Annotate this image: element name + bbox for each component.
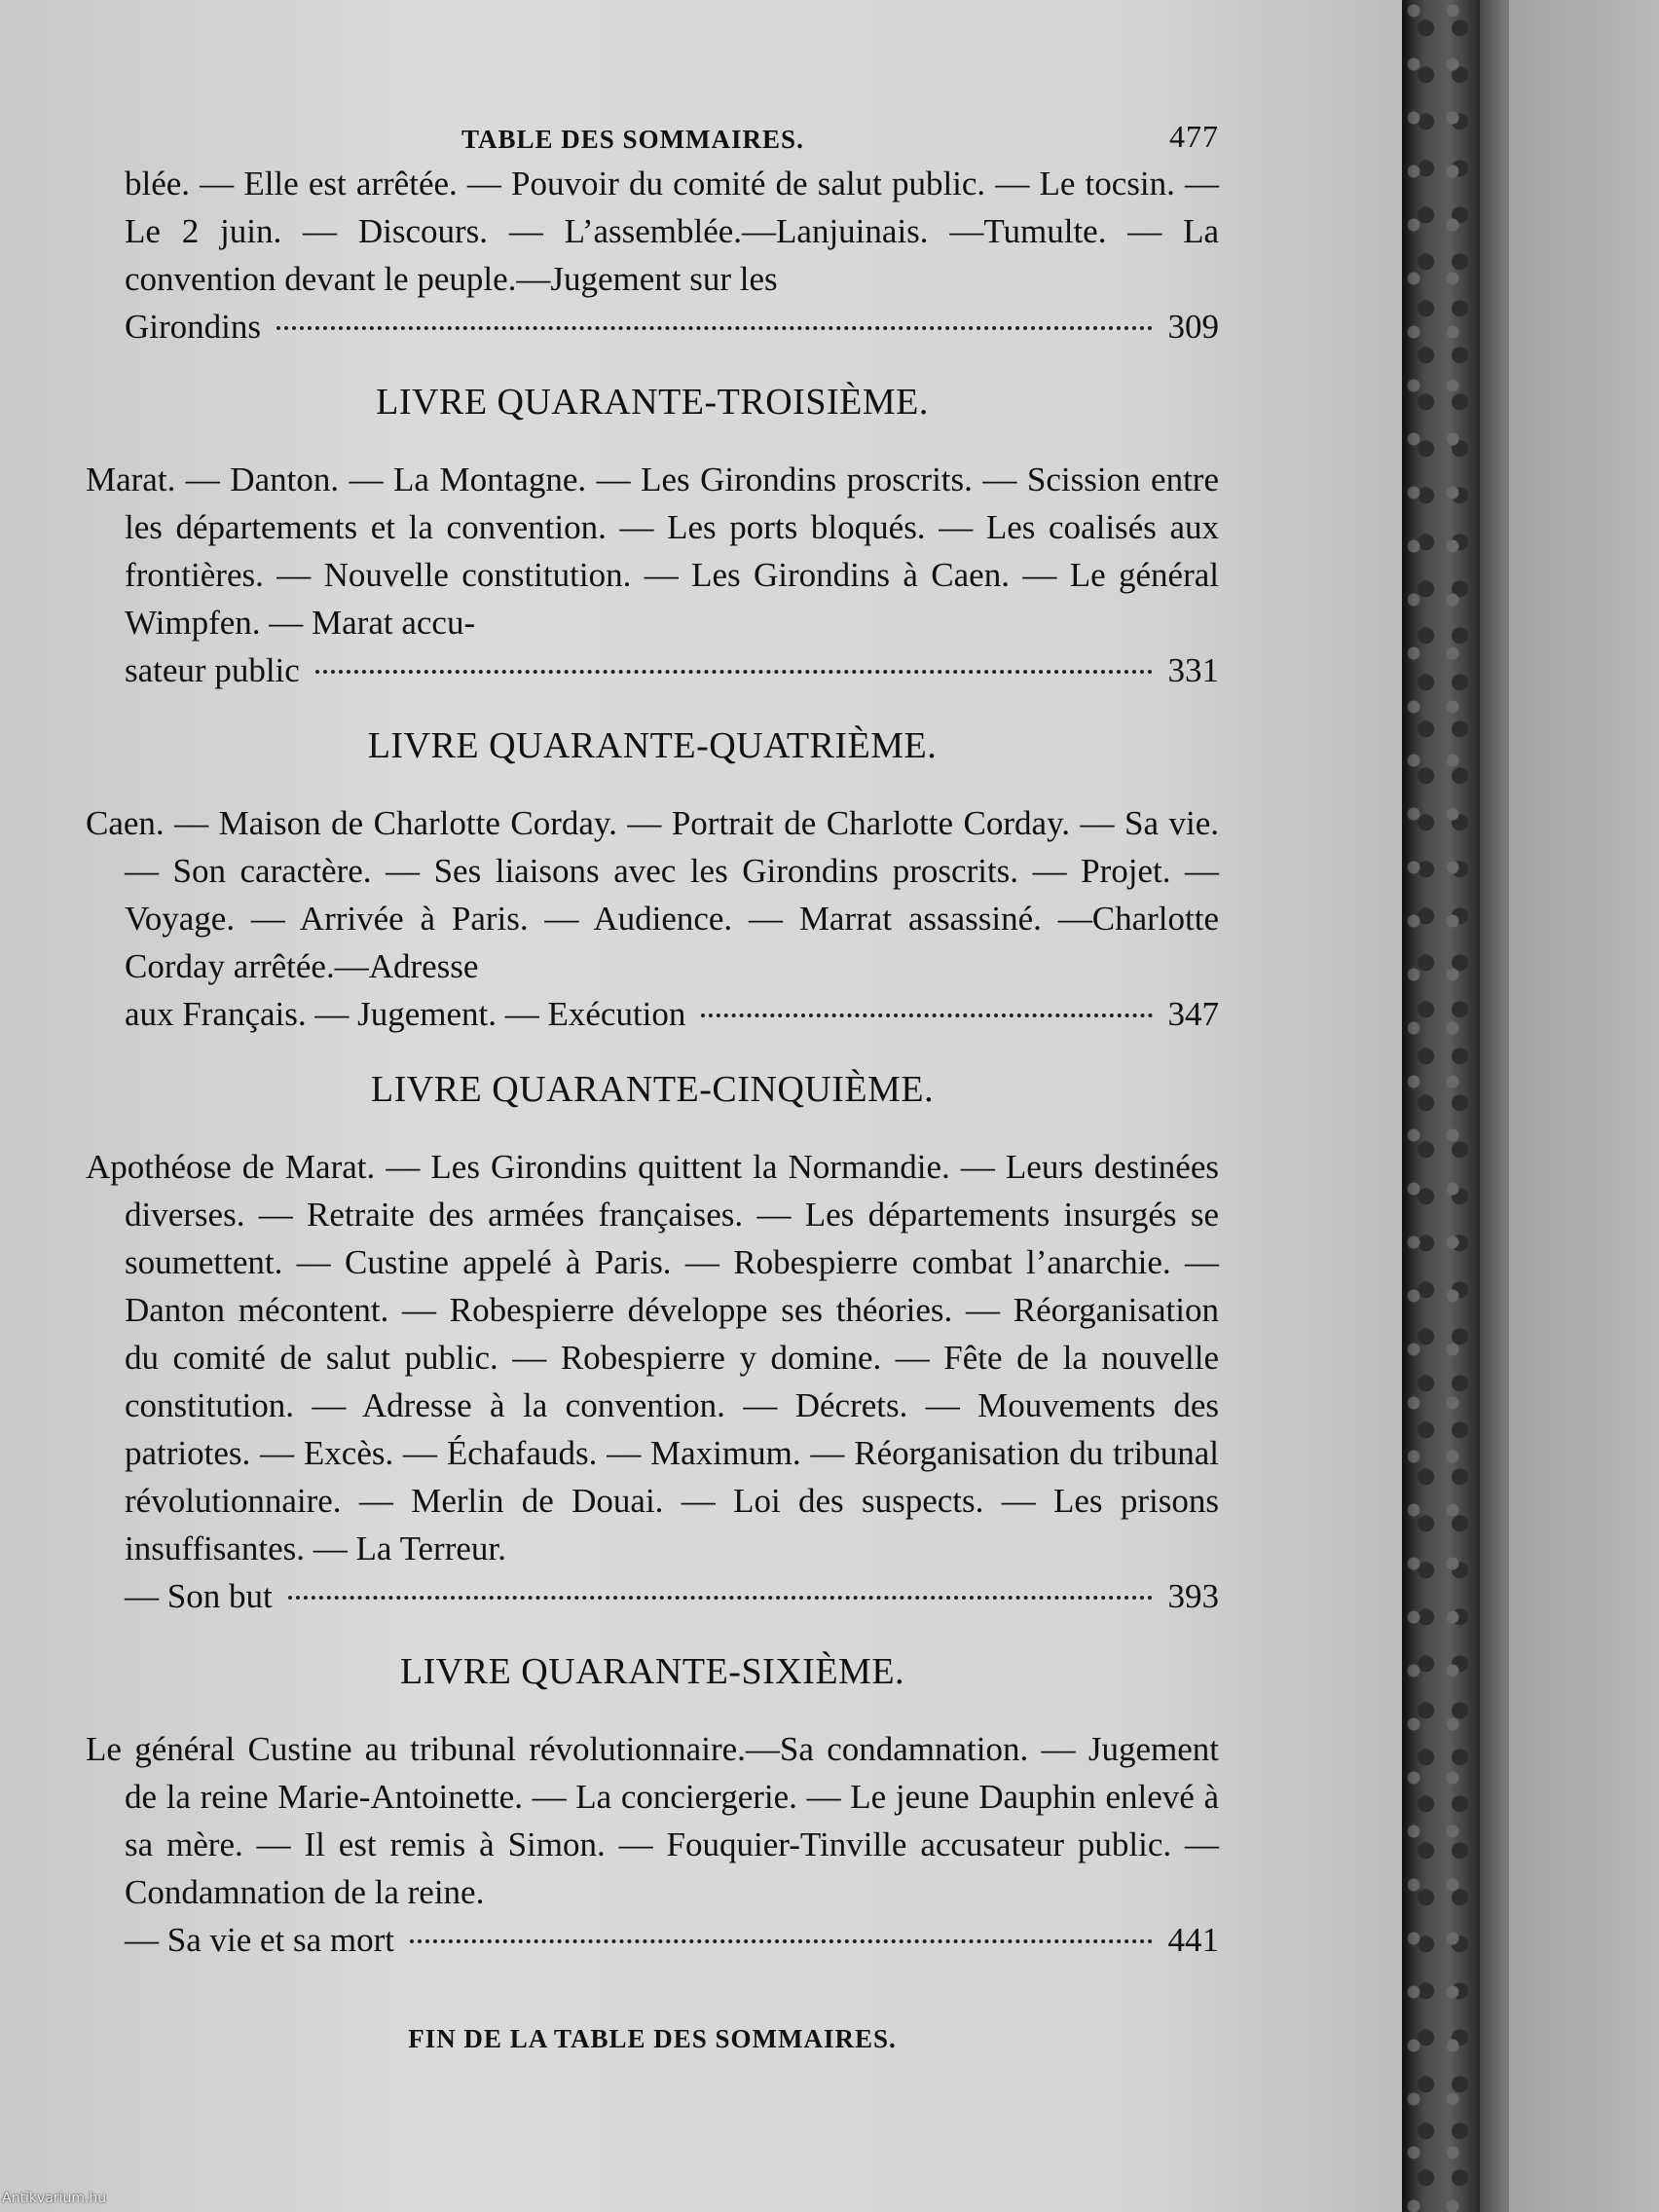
book-summary-tail <box>86 990 1219 1038</box>
book-heading: LIVRE QUARANTE-QUATRIÈME. <box>367 725 938 766</box>
entry-page-ref: 309 <box>1167 308 1219 346</box>
intro-entry-tail <box>86 303 1219 350</box>
entry-tail-text: Girondins <box>125 308 261 346</box>
watermark: Antikvarium.hu <box>2 2191 107 2206</box>
running-header <box>86 115 1219 160</box>
entry-tail-text: — Son but <box>125 1577 273 1615</box>
intro-entry-text: blée. — Elle est arrêtée. — Pouvoir du comité de salut public. — Le tocsin. — Le 2 juin. — Discours. — L’assemblée.—Lanjuinais. —Tumulte. — La convention devant le peuple.—Jugement sur les <box>125 165 1219 298</box>
entry-page-ref: 393 <box>1167 1577 1219 1615</box>
entry-tail-text: sateur public <box>125 651 300 689</box>
entry-page-ref: 331 <box>1167 651 1219 689</box>
entry-page-ref: 347 <box>1167 995 1219 1033</box>
page-number: 477 <box>1169 119 1219 154</box>
dot-leader <box>410 1939 1152 1943</box>
entry-tail-text: — Sa vie et sa mort <box>125 1921 395 1959</box>
page-content <box>86 115 1219 2054</box>
book-spine <box>1402 0 1480 2212</box>
book-summary-tail <box>86 646 1219 694</box>
book-heading: LIVRE QUARANTE-SIXIÈME. <box>399 1651 905 1692</box>
book-summary-text: Le général Custine au tribunal révolutionnaire.—Sa condamnation. — Jugement de la reine Marie-Antoinette. — La conciergerie. — Le jeune Dauphin enlevé à sa mère. — Il est remis à Simon. — Fouquier-Tinville accusateur public. — Condamnation de la reine. <box>86 1730 1219 1911</box>
dot-leader <box>315 670 1153 674</box>
book-summary-tail <box>86 1916 1219 1964</box>
book-summary-text: Marat. — Danton. — La Montagne. — Les Girondins proscrits. — Scission entre les départements et la convention. — Les ports bloqués. — Les coalisés aux frontières. — Nouvelle constitution. — Les Girondins à Caen. — Le général Wimpfen. — Marat accu- <box>86 461 1219 642</box>
book-heading: LIVRE QUARANTE-CINQUIÈME. <box>370 1069 935 1110</box>
background-surface <box>1509 0 1659 2212</box>
book-summary-text: Apothéose de Marat. — Les Girondins quittent la Normandie. — Leurs destinées diverses. — Retraite des armées françaises. — Les départements insurgés se soumettent. — Custine appelé à Paris. — Robespierre combat l’anarchie. — Danton mécontent. — Robespierre développe ses théories. — Réorganisation du comité de salut public. — Robespierre y domine. — Fête de la nouvelle constitution. — Adresse à la convention. — Décrets. — Mouvements des patriotes. — Excès. — Échafauds. — Maximum. — Réorganisation du tribunal révolutionnaire. — Merlin de Douai. — Loi des suspects. — Les prisons insuffisantes. — La Terreur. <box>86 1148 1219 1567</box>
dot-leader <box>701 1014 1152 1017</box>
book-summary-text: Caen. — Maison de Charlotte Corday. — Portrait de Charlotte Corday. — Sa vie. — Son caractère. — Ses liaisons avec les Girondins proscrits. — Projet. — Voyage. — Arrivée à Paris. — Audience. — Marrat assassiné. —Charlotte Corday arrêtée.—Adresse <box>86 804 1219 985</box>
dot-leader <box>276 326 1153 330</box>
entry-tail-text: aux Français. — Jugement. — Exécution <box>125 995 686 1033</box>
dot-leader <box>288 1596 1153 1600</box>
book-heading: LIVRE QUARANTE-TROISIÈME. <box>376 382 929 423</box>
book-summary-tail <box>86 1572 1219 1620</box>
end-of-table-note: FIN DE LA TABLE DES SOMMAIRES. <box>408 2024 897 2053</box>
entry-page-ref: 441 <box>1167 1921 1219 1959</box>
running-title: TABLE DES SOMMAIRES. <box>461 125 804 154</box>
binding-edge <box>1480 0 1509 2212</box>
